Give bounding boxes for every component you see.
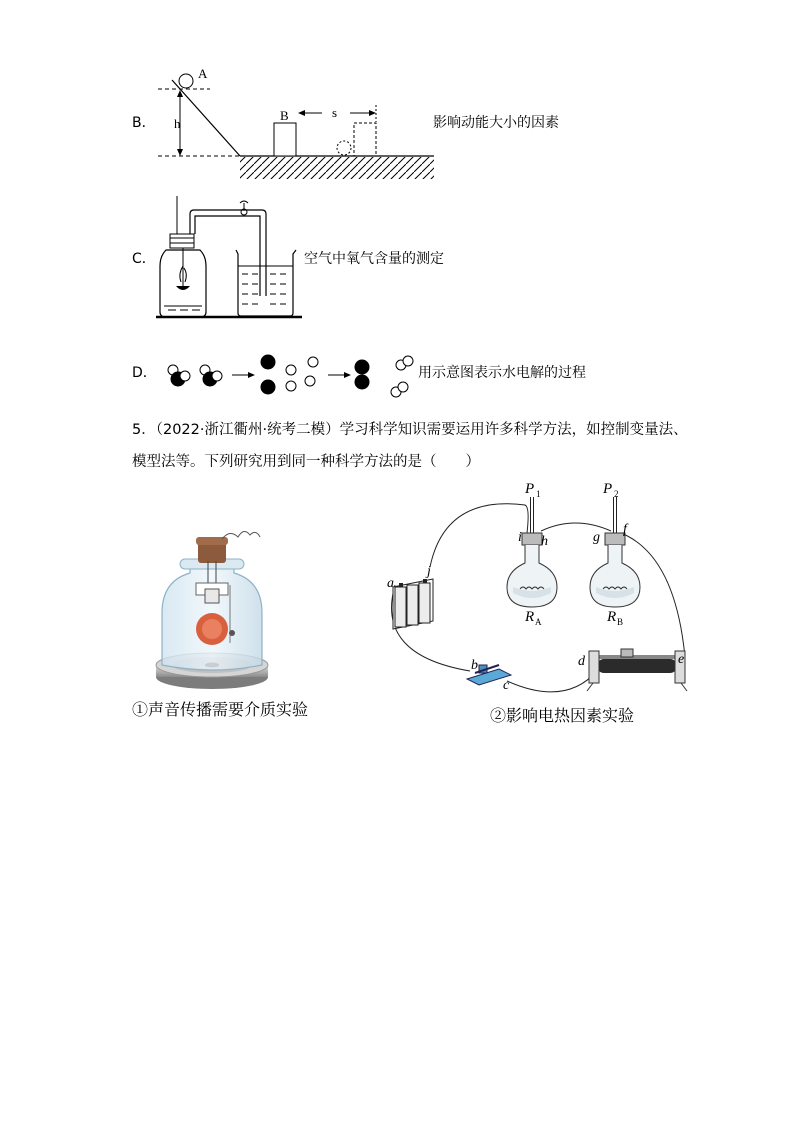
- figure-2-caption: ②影响电热因素实验: [490, 706, 635, 725]
- svg-text:h: h: [541, 534, 548, 549]
- block-b: [274, 123, 296, 156]
- kinetic-energy-figure: [150, 60, 450, 185]
- rheostat: [587, 649, 687, 691]
- electric-heat-circuit-figure: [375, 475, 700, 697]
- flask-a: [507, 497, 557, 607]
- svg-text:P: P: [603, 481, 613, 497]
- option-c-desc: 空气中氧气含量的测定: [304, 251, 444, 267]
- svg-text:R: R: [525, 609, 535, 625]
- svg-text:b: b: [471, 658, 478, 673]
- question-number: 5．: [132, 422, 156, 438]
- block-b-label: B: [280, 108, 289, 123]
- flask-b: [590, 497, 640, 607]
- distance-label: s: [332, 105, 338, 120]
- option-b-label: B．: [132, 115, 156, 131]
- svg-text:d: d: [578, 654, 585, 669]
- oxygen-measurement-figure: [150, 186, 310, 326]
- ramp: [172, 80, 240, 156]
- svg-text:R: R: [607, 609, 617, 625]
- dashed-block: [354, 123, 376, 156]
- battery-pack: [393, 579, 433, 629]
- svg-text:B: B: [617, 617, 624, 627]
- svg-text:g: g: [593, 530, 600, 545]
- question-5-line2: 模型法等。下列研究用到同一种科学方法的是（ ）: [132, 454, 480, 470]
- combustion-spoon: [176, 286, 190, 290]
- svg-text:f: f: [623, 522, 627, 537]
- question-5-line1: [132, 423, 688, 438]
- question-source: （2022·浙江衢州·统考二模）: [155, 422, 340, 438]
- svg-text:c: c: [503, 678, 510, 693]
- ball-a-label: A: [198, 66, 208, 81]
- option-c-label: C．: [132, 251, 156, 267]
- option-b-desc: 影响动能大小的因素: [433, 115, 559, 131]
- svg-text:a: a: [387, 576, 394, 591]
- svg-text:e: e: [678, 652, 685, 667]
- svg-text:i: i: [518, 530, 522, 545]
- water-electrolysis-figure: [160, 350, 418, 400]
- svg-text:2: 2: [614, 489, 619, 499]
- option-d-desc: 用示意图表示水电解的过程: [418, 365, 586, 381]
- bell-jar-figure: [150, 525, 280, 695]
- ground-hatch: [240, 157, 434, 179]
- svg-text:A: A: [535, 617, 542, 627]
- height-label: h: [174, 116, 181, 131]
- svg-text:1: 1: [536, 489, 541, 499]
- svg-text:P: P: [525, 481, 535, 497]
- question-text-1: 学习科学知识需要运用许多科学方法，如控制变量法、: [339, 422, 688, 438]
- ball-a: [179, 74, 193, 88]
- option-d-label: D．: [132, 365, 157, 381]
- svg-text:j: j: [427, 564, 431, 579]
- dashed-ball: [337, 141, 351, 155]
- figure-1-caption: ①声音传播需要介质实验: [132, 700, 309, 719]
